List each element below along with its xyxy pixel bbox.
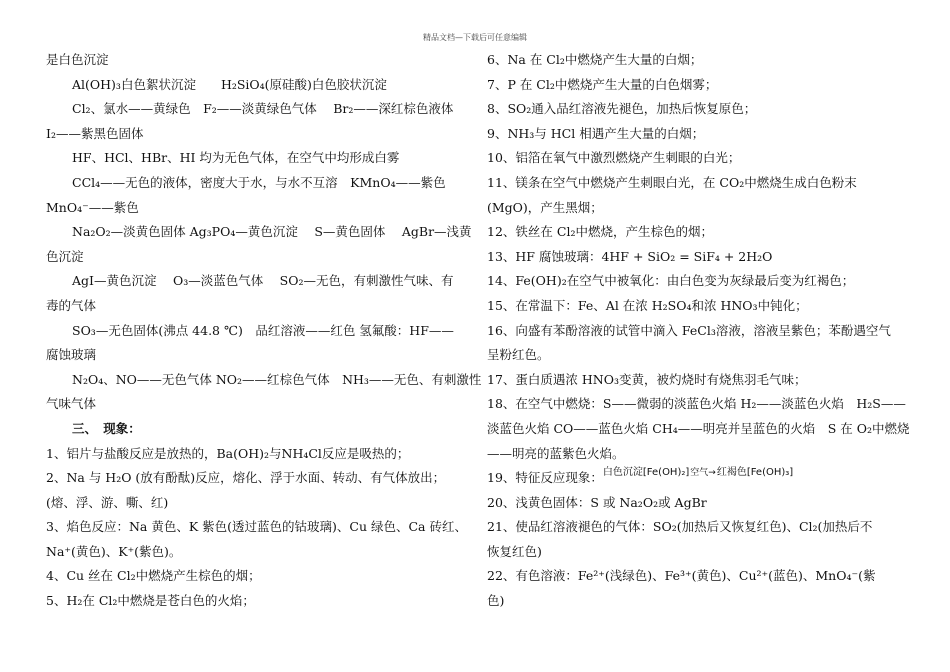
line-text: (熔、浮、游、嘶、红) — [46, 494, 169, 510]
line-text: 是白色沉淀 — [46, 52, 109, 67]
line-text: 21、使品红溶液褪色的气体：SO₂(加热后又恢复红色)、Cl₂(加热后不 — [487, 519, 873, 535]
left-text-line — [46, 220, 472, 245]
right-text-line — [487, 171, 907, 196]
line-text: 12、铁丝在 Cl₂中燃烧，产生棕色的烟； — [487, 224, 713, 240]
line-text: (MgO)，产生黑烟； — [487, 199, 603, 215]
line-text: 11、镁条在空气中燃烧产生刺眼白光，在 CO₂中燃烧生成白色粉末 — [487, 174, 857, 190]
left-column — [46, 48, 482, 614]
line-text: 色沉淀 — [46, 248, 84, 264]
line-text: 腐蚀玻璃 — [46, 347, 97, 363]
line-text: 20、浅黄色固体：S 或 Na₂O₂或 AgBr — [487, 494, 707, 510]
right-text-line — [487, 540, 907, 565]
left-text-line — [46, 146, 458, 171]
line-text: 三、 现象： — [72, 420, 141, 436]
right-text-line — [487, 466, 907, 491]
line-text: MnO₄⁻——紫色 — [46, 199, 139, 215]
line-text: AgI—黄色沉淀 O₃—淡蓝色气体 SO₂—无色，有刺激性气味、有 — [72, 273, 454, 289]
right-text-line — [487, 146, 907, 171]
line-text: 22、有色溶液：Fe²⁺(浅绿色)、Fe³⁺(黄色)、Cu²⁺(蓝色)、MnO₄⁻(紫 — [487, 568, 876, 584]
right-text-line — [487, 343, 907, 368]
line-text: 2、Na 与 H₂O (放有酚酞)反应，熔化、浮于水面、转动、有气体放出； — [46, 470, 446, 486]
line-text: HF、HCl、HBr、HI 均为无色气体，在空气中均形成白雾 — [72, 150, 400, 166]
right-text-line — [487, 122, 907, 147]
line-text: Na⁺(黄色)、K⁺(紫色)。 — [46, 543, 182, 559]
left-text-line — [46, 392, 458, 417]
line-text: 9、NH₃与 HCl 相遇产生大量的白烟； — [487, 125, 705, 141]
line-text: 7、P 在 Cl₂中燃烧产生大量的白色烟雾； — [487, 76, 718, 92]
left-text-line — [46, 417, 458, 442]
left-text-line — [46, 245, 458, 270]
line-text: 6、Na 在 Cl₂中燃烧产生大量的白烟； — [487, 52, 703, 67]
page-header: 精品文档—下载后可任意编辑 — [423, 33, 527, 42]
left-text-line — [46, 540, 458, 565]
right-text-line — [487, 196, 907, 221]
line-text: 淡蓝色火焰 CO——蓝色火焰 CH₄——明亮并呈蓝色的火焰 S 在 O₂中燃烧 — [487, 420, 910, 436]
line-text: 17、蛋白质遇浓 HNO₃变黄，被灼烧时有烧焦羽毛气味； — [487, 371, 807, 387]
left-text-line — [46, 319, 458, 344]
left-text-line — [46, 122, 458, 147]
formula-arrow-icon: 空气→ — [690, 468, 716, 479]
right-text-line — [487, 73, 907, 98]
right-text-line — [487, 392, 907, 417]
line-text: Na₂O₂—淡黄色固体 Ag₃PO₄—黄色沉淀 S—黄色固体 AgBr—浅黄 — [72, 224, 472, 240]
left-text-line — [46, 368, 482, 393]
line-text: 3、焰色反应：Na 黄色、K 紫色(透过蓝色的钴玻璃)、Cu 绿色、Ca 砖红、 — [46, 519, 467, 535]
line-text: 18、在空气中燃烧：S——微弱的淡蓝色火焰 H₂——淡蓝色火焰 H₂S—— — [487, 396, 906, 412]
line-text: SO₃—无色固体(沸点 44.8 ℃) 品红溶液——红色 氢氟酸：HF—— — [72, 322, 454, 338]
right-text-line — [487, 220, 907, 245]
line-text: 色) — [487, 593, 505, 609]
line-text: 14、Fe(OH)₂在空气中被氧化：由白色变为灰绿最后变为红褐色； — [487, 273, 855, 289]
right-text-line — [487, 564, 907, 589]
line-text: 19、特征反应现象： — [487, 470, 603, 486]
left-text-line — [46, 564, 458, 589]
left-text-line — [46, 491, 458, 516]
line-text: 呈粉红色。 — [487, 347, 550, 363]
left-text-line — [46, 442, 458, 467]
line-text: I₂——紫黑色固体 — [46, 125, 144, 141]
right-text-line — [487, 245, 907, 270]
line-text: Al(OH)₃白色絮状沉淀 H₂SiO₄(原硅酸)白色胶状沉淀 — [72, 76, 387, 92]
formula-right: 红褐色[Fe(OH)₃] — [716, 467, 794, 479]
right-text-line — [487, 368, 907, 393]
right-text-line — [487, 319, 907, 344]
line-text: 13、HF 腐蚀玻璃：4HF + SiO₂ = SiF₄ + 2H₂O — [487, 248, 773, 264]
right-text-line — [487, 269, 907, 294]
line-text: ——明亮的蓝紫色火焰。 — [487, 445, 625, 461]
formula-left: 白色沉淀[Fe(OH)₂] — [602, 467, 690, 479]
left-text-line — [46, 515, 467, 540]
left-text-line — [46, 196, 458, 221]
right-text-line — [487, 515, 907, 540]
line-text: 恢复红色) — [487, 543, 542, 559]
line-text: 5、H₂在 Cl₂中燃烧是苍白色的火焰； — [46, 593, 255, 609]
left-text-line — [46, 466, 458, 491]
left-text-line — [46, 343, 458, 368]
right-text-line — [487, 589, 907, 614]
line-text: Cl₂、氯水——黄绿色 F₂——淡黄绿色气体 Br₂——深红棕色液体 — [72, 101, 454, 117]
line-text: 15、在常温下：Fe、Al 在浓 H₂SO₄和浓 HNO₃中钝化； — [487, 297, 808, 313]
left-text-line — [46, 269, 458, 294]
line-text: N₂O₄、NO——无色气体 NO₂——红棕色气体 NH₃——无色、有刺激性 — [72, 371, 482, 387]
right-text-line — [487, 97, 907, 122]
line-text: 4、Cu 丝在 Cl₂中燃烧产生棕色的烟； — [46, 568, 261, 584]
right-column — [487, 48, 910, 614]
left-text-line — [46, 48, 458, 73]
right-text-line — [487, 491, 907, 516]
line-text: 8、SO₂通入品红溶液先褪色，加热后恢复原色； — [487, 101, 757, 117]
right-text-line — [487, 48, 907, 73]
line-text: CCl₄——无色的液体，密度大于水，与水不互溶 KMnO₄——紫色 — [72, 174, 446, 190]
right-text-line — [487, 417, 910, 442]
line-text: 10、铝箔在氧气中激烈燃烧产生刺眼的白光； — [487, 150, 741, 166]
right-text-line — [487, 294, 907, 319]
line-text: 16、向盛有苯酚溶液的试管中滴入 FeCl₃溶液，溶液呈紫色；苯酚遇空气 — [487, 322, 891, 338]
reaction-formula — [603, 461, 793, 486]
left-text-line — [46, 73, 458, 98]
line-text: 毒的气体 — [46, 297, 97, 313]
left-text-line — [46, 294, 458, 319]
line-text: 1、铝片与盐酸反应是放热的，Ba(OH)₂与NH₄Cl反应是吸热的； — [46, 445, 410, 461]
left-text-line — [46, 97, 458, 122]
left-text-line — [46, 589, 458, 614]
left-text-line — [46, 171, 458, 196]
line-text: 气味气体 — [46, 396, 97, 412]
